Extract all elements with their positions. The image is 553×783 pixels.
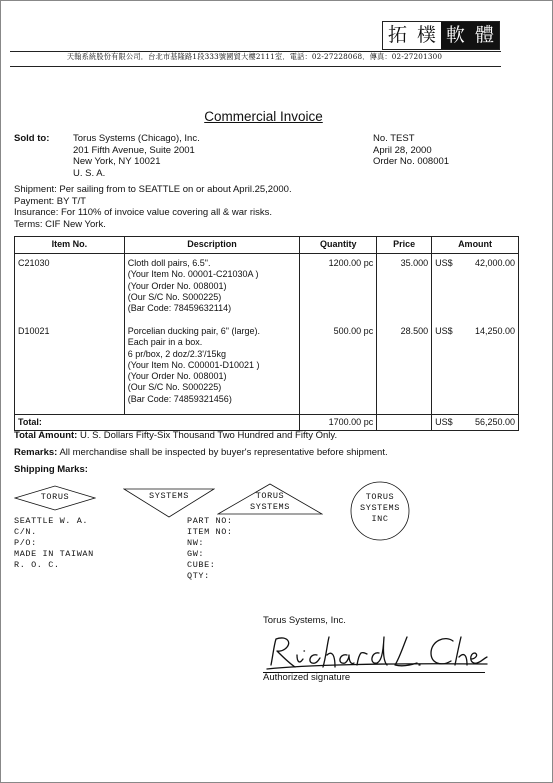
mark-line: SEATTLE W. A. bbox=[14, 516, 89, 526]
amount-value: 14,250.00 bbox=[474, 326, 515, 336]
remarks-line bbox=[14, 447, 388, 459]
description-line: (Your Order No. 008001) bbox=[127, 371, 227, 382]
address-line: U. S. A. bbox=[73, 167, 106, 179]
signature-company: Torus Systems, Inc. bbox=[263, 615, 346, 626]
item-quantity: 1200.00 pc bbox=[300, 254, 377, 325]
logo-char-1: 拓 bbox=[383, 22, 412, 49]
description-line: (Bar Code: 74859321456) bbox=[127, 393, 232, 404]
mark-text-line: SYSTEMS bbox=[360, 503, 400, 513]
shipping-marks-right bbox=[187, 516, 233, 582]
table-header-row bbox=[15, 237, 519, 254]
item-quantity: 500.00 pc bbox=[300, 324, 377, 415]
col-header-price: Price bbox=[377, 237, 432, 254]
description-line: 6 pr/box, 2 doz/2.3'/15kg bbox=[127, 348, 227, 359]
description-line: (Your Order No. 008001) bbox=[127, 280, 227, 291]
logo-char-3: 軟 bbox=[441, 22, 470, 49]
document-title: Commercial Invoice bbox=[204, 109, 323, 124]
mark-line: CUBE: bbox=[187, 560, 216, 570]
item-number: D10021 bbox=[15, 324, 125, 415]
description-line: (Bar Code: 78459632114) bbox=[127, 303, 232, 314]
description-line: (Your Item No. C00001-D10021 ) bbox=[127, 359, 260, 370]
insurance-term: Insurance: For 110% of invoice value covering all & war risks. bbox=[14, 207, 273, 218]
trade-term: Terms: CIF New York. bbox=[14, 218, 106, 230]
sold-to-address bbox=[73, 133, 200, 179]
shipping-marks-label: Shipping Marks: bbox=[14, 464, 88, 475]
total-quantity: 1700.00 pc bbox=[300, 415, 377, 431]
item-number: C21030 bbox=[15, 254, 125, 325]
description-line: (Our S/C No. S000225) bbox=[127, 291, 222, 302]
invoice-terms bbox=[14, 184, 292, 230]
total-amount-value: 56,250.00 bbox=[474, 416, 515, 427]
item-amount bbox=[432, 254, 519, 325]
col-header-quantity: Quantity bbox=[300, 237, 377, 254]
total-amount-words: U. S. Dollars Fifty-Six Thousand Two Hundred and Fifty Only. bbox=[79, 430, 338, 441]
mark-line: NW: bbox=[187, 538, 205, 548]
mark-line: QTY: bbox=[187, 571, 210, 581]
mark-line: PART NO: bbox=[187, 516, 233, 526]
description-line: (Your Item No. 00001-C21030A ) bbox=[127, 269, 259, 280]
currency: US$ bbox=[435, 416, 453, 427]
mark-line: C/N. bbox=[14, 527, 37, 537]
total-price-blank bbox=[377, 415, 432, 431]
mark-text-line: TORUS bbox=[255, 491, 285, 501]
item-description bbox=[124, 324, 300, 415]
logo-char-4: 體 bbox=[470, 22, 499, 49]
mark-text-line: SYSTEMS bbox=[250, 502, 290, 512]
col-header-description: Description bbox=[124, 237, 300, 254]
mark-text-line: INC bbox=[371, 514, 389, 524]
address-line: 201 Fifth Avenue, Suite 2001 bbox=[73, 144, 195, 156]
total-amount-label: Total Amount: bbox=[14, 430, 78, 441]
amount-value: 42,000.00 bbox=[474, 258, 515, 268]
company-logo bbox=[382, 21, 500, 50]
description-line: Each pair in a box. bbox=[127, 337, 203, 348]
logo-char-2: 樸 bbox=[412, 22, 441, 49]
description-line: (Our S/C No. S000225) bbox=[127, 382, 222, 393]
total-label: Total: bbox=[15, 415, 300, 431]
table-total-row bbox=[15, 415, 519, 431]
diamond-mark-text: TORUS bbox=[40, 492, 70, 502]
total-amount-cell bbox=[432, 415, 519, 431]
payment-term: Payment: BY T/T bbox=[14, 195, 86, 207]
item-amount bbox=[432, 324, 519, 415]
header-rule-bottom bbox=[10, 66, 501, 67]
shipment-term: Shipment: Per sailing from to SEATTLE on or about April.25,2000. bbox=[14, 184, 292, 195]
item-price: 35.000 bbox=[377, 254, 432, 325]
total-amount-line bbox=[14, 430, 337, 442]
handwritten-signature bbox=[263, 631, 488, 675]
address-line: Torus Systems (Chicago), Inc. bbox=[73, 133, 200, 144]
shipping-marks-left bbox=[14, 516, 94, 571]
invoice-date: April 28, 2000 bbox=[373, 144, 432, 156]
col-header-amount: Amount bbox=[432, 237, 519, 254]
mark-line: ITEM NO: bbox=[187, 527, 233, 537]
address-line: New York, NY 10021 bbox=[73, 156, 161, 167]
currency: US$ bbox=[435, 258, 453, 268]
items-table bbox=[14, 236, 519, 431]
description-line: Porcelian ducking pair, 6" (large). bbox=[127, 326, 260, 336]
mark-line: R. O. C. bbox=[14, 560, 60, 570]
mark-line: P/O: bbox=[14, 538, 37, 548]
col-header-item: Item No. bbox=[15, 237, 125, 254]
circle-mark-text bbox=[350, 492, 410, 525]
invoice-info bbox=[373, 133, 449, 168]
triangle-down-mark-text: SYSTEMS bbox=[149, 491, 189, 501]
description-line: Cloth doll pairs, 6.5". bbox=[127, 258, 211, 268]
mark-line: MADE IN TAIWAN bbox=[14, 549, 94, 559]
mark-line: GW: bbox=[187, 549, 205, 559]
order-number: Order No. 008001 bbox=[373, 156, 450, 167]
item-price: 28.500 bbox=[377, 324, 432, 415]
invoice-number: No. TEST bbox=[373, 133, 415, 144]
mark-text-line: TORUS bbox=[365, 492, 395, 502]
sold-to-label: Sold to: bbox=[14, 133, 50, 144]
table-row bbox=[15, 324, 519, 415]
item-description bbox=[124, 254, 300, 325]
table-row bbox=[15, 254, 519, 325]
remarks-text: All merchandise shall be inspected by buyer's representative before shipment. bbox=[59, 447, 388, 458]
remarks-label: Remarks: bbox=[14, 447, 58, 458]
triangle-up-mark-text bbox=[217, 491, 323, 513]
company-header: 天翰系統股份有限公司．台北市基隆路1段333號國貿大樓2111室．電話：02-27228068．傳真：02-27201300 bbox=[66, 52, 443, 61]
currency: US$ bbox=[435, 326, 453, 336]
signature-label: Authorized signature bbox=[263, 672, 351, 683]
